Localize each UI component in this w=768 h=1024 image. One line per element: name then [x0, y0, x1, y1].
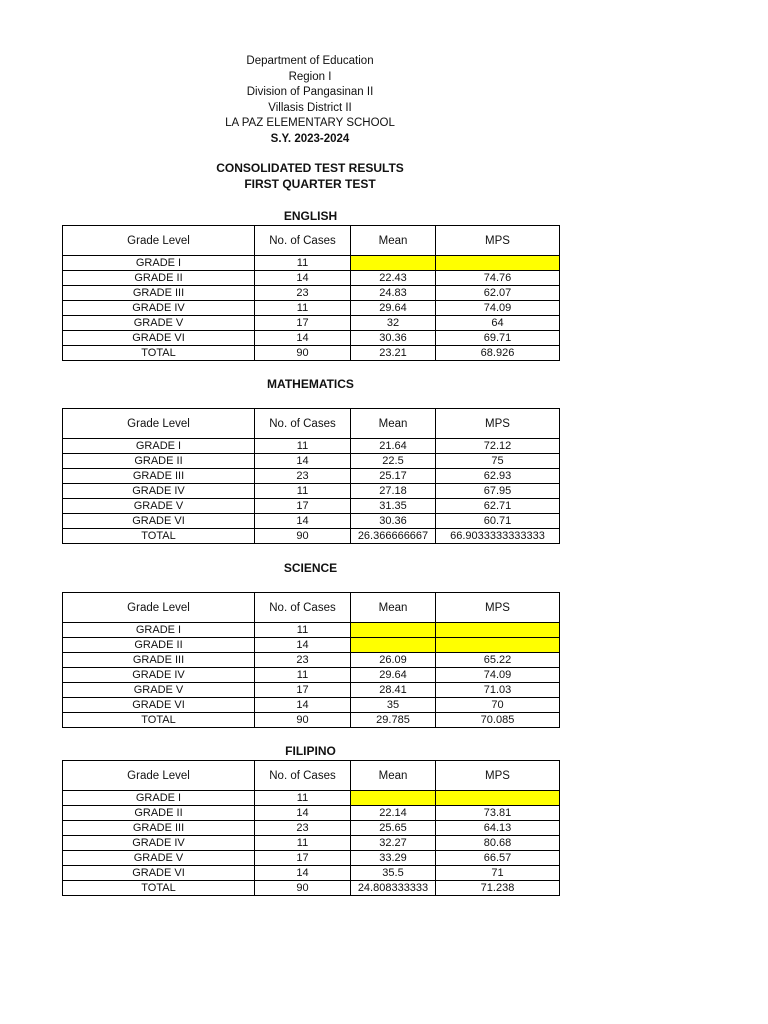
mean-cell: 21.64	[351, 439, 436, 454]
mean-cell: 28.41	[351, 683, 436, 698]
mps-cell: 62.93	[436, 469, 560, 484]
total-row	[63, 346, 560, 361]
cases-cell: 23	[255, 821, 351, 836]
cases-cell: 17	[255, 499, 351, 514]
mean-cell: 33.29	[351, 851, 436, 866]
mean-cell: 30.36	[351, 514, 436, 529]
mean-cell: 31.35	[351, 499, 436, 514]
col-mps-header: MPS	[436, 409, 560, 439]
cases-cell: 23	[255, 653, 351, 668]
mps-cell: 71	[436, 866, 560, 881]
table-row	[63, 806, 560, 821]
table-row	[63, 851, 560, 866]
grade-level-cell: GRADE V	[63, 683, 255, 698]
mean-cell: 29.785	[351, 713, 436, 728]
cases-cell: 11	[255, 256, 351, 271]
col-grade-level-header: Grade Level	[63, 761, 255, 791]
grade-level-cell: TOTAL	[63, 529, 255, 544]
table-row	[63, 514, 560, 529]
table-row	[63, 866, 560, 881]
mps-cell: 66.9033333333333	[436, 529, 560, 544]
cases-cell: 11	[255, 836, 351, 851]
col-grade-level-header: Grade Level	[63, 409, 255, 439]
col-grade-level-header: Grade Level	[63, 226, 255, 256]
col-mean-header: Mean	[351, 593, 436, 623]
table-row	[63, 668, 560, 683]
table-row	[63, 301, 560, 316]
cases-cell: 14	[255, 331, 351, 346]
cases-cell: 14	[255, 638, 351, 653]
mps-cell: 70.085	[436, 713, 560, 728]
grade-level-cell: GRADE V	[63, 499, 255, 514]
mps-cell	[436, 623, 560, 638]
table-row	[63, 439, 560, 454]
section-title-mathematics: MATHEMATICS	[267, 377, 354, 391]
table-row	[63, 821, 560, 836]
mean-cell	[351, 256, 436, 271]
grade-level-cell: GRADE I	[63, 791, 255, 806]
grade-level-cell: TOTAL	[63, 346, 255, 361]
title-line-1: CONSOLIDATED TEST RESULTS	[216, 161, 404, 175]
mean-cell	[351, 623, 436, 638]
mps-cell	[436, 791, 560, 806]
col-cases-header: No. of Cases	[255, 409, 351, 439]
grade-level-cell: GRADE III	[63, 821, 255, 836]
mps-cell: 64	[436, 316, 560, 331]
cases-cell: 11	[255, 484, 351, 499]
mean-cell	[351, 791, 436, 806]
col-mps-header: MPS	[436, 761, 560, 791]
mean-cell: 24.808333333	[351, 881, 436, 896]
grade-level-cell: TOTAL	[63, 713, 255, 728]
document-title	[0, 161, 620, 192]
mps-cell: 60.71	[436, 514, 560, 529]
grade-level-cell: GRADE IV	[63, 668, 255, 683]
total-row	[63, 713, 560, 728]
cases-cell: 11	[255, 791, 351, 806]
document-header	[0, 54, 620, 147]
header-division: Division of Pangasinan II	[246, 86, 374, 98]
mean-cell: 25.65	[351, 821, 436, 836]
mean-cell: 29.64	[351, 301, 436, 316]
title-line-2: FIRST QUARTER TEST	[244, 176, 376, 191]
results-table-science	[62, 592, 560, 728]
grade-level-cell: GRADE V	[63, 851, 255, 866]
total-row	[63, 881, 560, 896]
grade-level-cell: GRADE II	[63, 454, 255, 469]
cases-cell: 90	[255, 529, 351, 544]
cases-cell: 11	[255, 668, 351, 683]
cases-cell: 17	[255, 316, 351, 331]
header-region: Region I	[288, 70, 332, 83]
results-table-filipino	[62, 760, 560, 896]
mps-cell: 64.13	[436, 821, 560, 836]
grade-level-cell: GRADE III	[63, 469, 255, 484]
mean-cell: 27.18	[351, 484, 436, 499]
mps-cell: 65.22	[436, 653, 560, 668]
grade-level-cell: GRADE VI	[63, 866, 255, 881]
mean-cell	[351, 638, 436, 653]
table-row	[63, 469, 560, 484]
mean-cell: 25.17	[351, 469, 436, 484]
cases-cell: 11	[255, 301, 351, 316]
table-row	[63, 499, 560, 514]
header-row	[63, 593, 560, 623]
cases-cell: 14	[255, 514, 351, 529]
col-grade-level-header: Grade Level	[63, 593, 255, 623]
mps-cell: 71.03	[436, 683, 560, 698]
mps-cell: 67.95	[436, 484, 560, 499]
table-row	[63, 638, 560, 653]
cases-cell: 17	[255, 851, 351, 866]
cases-cell: 90	[255, 713, 351, 728]
table-row	[63, 836, 560, 851]
col-mps-header: MPS	[436, 226, 560, 256]
grade-level-cell: GRADE II	[63, 806, 255, 821]
mean-cell: 32	[351, 316, 436, 331]
mean-cell: 26.09	[351, 653, 436, 668]
mps-cell	[436, 256, 560, 271]
mean-cell: 35.5	[351, 866, 436, 881]
mean-cell: 22.14	[351, 806, 436, 821]
table-row	[63, 683, 560, 698]
mean-cell: 30.36	[351, 331, 436, 346]
grade-level-cell: GRADE I	[63, 256, 255, 271]
section-title-science: SCIENCE	[283, 561, 338, 575]
cases-cell: 14	[255, 866, 351, 881]
mps-cell	[436, 638, 560, 653]
mean-cell: 22.5	[351, 454, 436, 469]
cases-cell: 90	[255, 881, 351, 896]
cases-cell: 23	[255, 286, 351, 301]
mps-cell: 69.71	[436, 331, 560, 346]
grade-level-cell: GRADE I	[63, 439, 255, 454]
table-row	[63, 698, 560, 713]
col-mean-header: Mean	[351, 226, 436, 256]
mps-cell: 70	[436, 698, 560, 713]
mean-cell: 32.27	[351, 836, 436, 851]
mps-cell: 72.12	[436, 439, 560, 454]
mps-cell: 73.81	[436, 806, 560, 821]
table-row	[63, 484, 560, 499]
results-table-english	[62, 225, 560, 361]
table-row	[63, 271, 560, 286]
header-district: Villasis District II	[268, 101, 352, 114]
mps-cell: 74.09	[436, 668, 560, 683]
mps-cell: 74.76	[436, 271, 560, 286]
grade-level-cell: GRADE IV	[63, 836, 255, 851]
grade-level-cell: GRADE II	[63, 271, 255, 286]
mean-cell: 22.43	[351, 271, 436, 286]
grade-level-cell: GRADE I	[63, 623, 255, 638]
col-mean-header: Mean	[351, 761, 436, 791]
col-mean-header: Mean	[351, 409, 436, 439]
mps-cell: 74.09	[436, 301, 560, 316]
mean-cell: 35	[351, 698, 436, 713]
mps-cell: 62.07	[436, 286, 560, 301]
grade-level-cell: GRADE VI	[63, 514, 255, 529]
cases-cell: 11	[255, 439, 351, 454]
grade-level-cell: GRADE VI	[63, 698, 255, 713]
col-cases-header: No. of Cases	[255, 761, 351, 791]
total-row	[63, 529, 560, 544]
table-row	[63, 331, 560, 346]
cases-cell: 17	[255, 683, 351, 698]
mean-cell: 26.366666667	[351, 529, 436, 544]
header-school: LA PAZ ELEMENTARY SCHOOL	[225, 117, 395, 129]
grade-level-cell: GRADE IV	[63, 301, 255, 316]
cases-cell: 14	[255, 271, 351, 286]
cases-cell: 90	[255, 346, 351, 361]
header-row	[63, 226, 560, 256]
mps-cell: 80.68	[436, 836, 560, 851]
table-row	[63, 623, 560, 638]
table-row	[63, 653, 560, 668]
table-row	[63, 791, 560, 806]
cases-cell: 11	[255, 623, 351, 638]
header-row	[63, 761, 560, 791]
grade-level-cell: GRADE III	[63, 286, 255, 301]
grade-level-cell: GRADE V	[63, 316, 255, 331]
cases-cell: 14	[255, 806, 351, 821]
mps-cell: 68.926	[436, 346, 560, 361]
grade-level-cell: GRADE VI	[63, 331, 255, 346]
section-title-filipino: FILIPINO	[285, 744, 336, 758]
results-table-mathematics	[62, 408, 560, 544]
grade-level-cell: GRADE II	[63, 638, 255, 653]
mean-cell: 24.83	[351, 286, 436, 301]
header-department: Department of Education	[246, 55, 374, 67]
col-cases-header: No. of Cases	[255, 226, 351, 256]
table-row	[63, 316, 560, 331]
cases-cell: 14	[255, 698, 351, 713]
mps-cell: 62.71	[436, 499, 560, 514]
table-row	[63, 256, 560, 271]
table-row	[63, 286, 560, 301]
mps-cell: 71.238	[436, 881, 560, 896]
header-row	[63, 409, 560, 439]
cases-cell: 14	[255, 454, 351, 469]
section-title-english: ENGLISH	[283, 209, 338, 223]
cases-cell: 23	[255, 469, 351, 484]
mps-cell: 75	[436, 454, 560, 469]
header-school-year: S.Y. 2023-2024	[270, 132, 350, 145]
grade-level-cell: TOTAL	[63, 881, 255, 896]
table-row	[63, 454, 560, 469]
mps-cell: 66.57	[436, 851, 560, 866]
grade-level-cell: GRADE IV	[63, 484, 255, 499]
col-mps-header: MPS	[436, 593, 560, 623]
col-cases-header: No. of Cases	[255, 593, 351, 623]
grade-level-cell: GRADE III	[63, 653, 255, 668]
mean-cell: 23.21	[351, 346, 436, 361]
mean-cell: 29.64	[351, 668, 436, 683]
